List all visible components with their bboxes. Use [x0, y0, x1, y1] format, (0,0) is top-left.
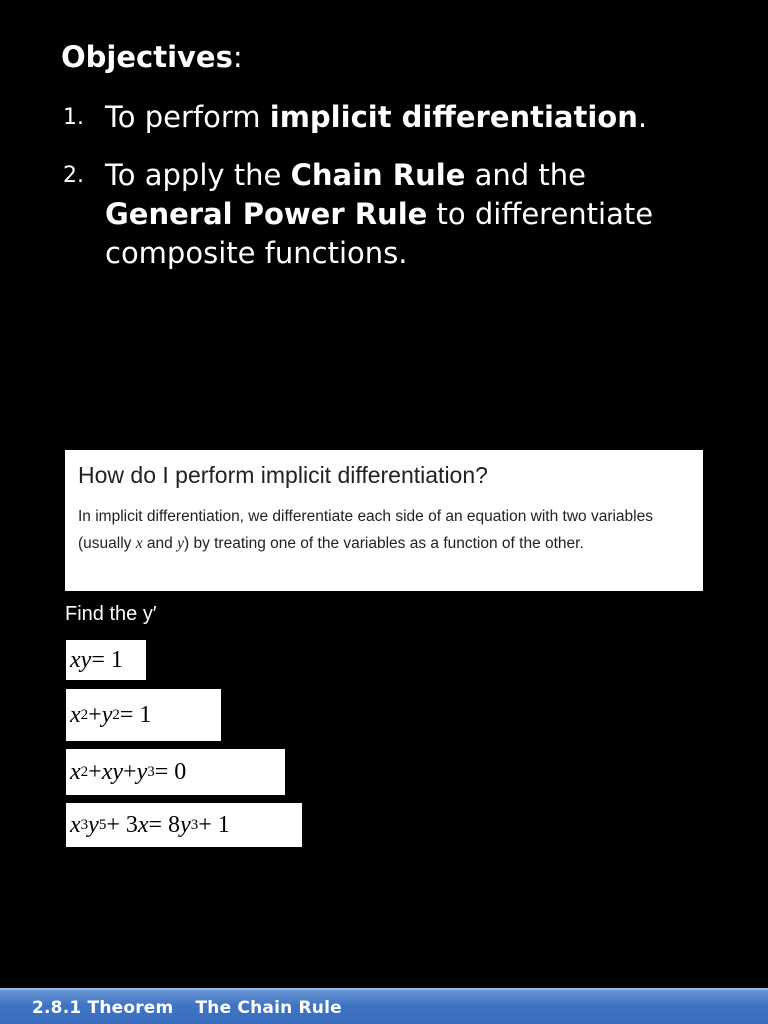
- info-box: [65, 450, 703, 591]
- objectives-title-text: Objectives: [61, 40, 233, 74]
- objectives-list: [61, 98, 701, 292]
- eq-var: xy: [101, 758, 124, 785]
- objective-emphasis: General Power Rule: [105, 197, 428, 231]
- objective-number: 1.: [63, 105, 84, 130]
- theorem-title: [32, 998, 342, 1018]
- eq-text: = 8: [148, 811, 181, 838]
- equation-1: [66, 640, 146, 680]
- eq-var: x: [70, 701, 81, 728]
- eq-text: + 3: [106, 811, 138, 838]
- objective-emphasis: Chain Rule: [290, 158, 466, 192]
- equation-3: x 2 + xy + y 3 = 0: [66, 749, 285, 795]
- info-body-text: and: [142, 535, 178, 552]
- equation-4: x 3 y 5 + 3 x = 8 y 3 + 1: [66, 803, 302, 847]
- eq-var: y: [180, 811, 191, 838]
- objective-text: and the: [465, 158, 586, 192]
- eq-text: +: [88, 701, 102, 728]
- theorem-banner: [0, 988, 768, 1024]
- theorem-number: 2.8.1 Theorem: [32, 998, 174, 1018]
- info-heading: How do I perform implicit differentiation?: [78, 462, 488, 488]
- eq-text: = 1: [119, 701, 152, 728]
- objective-text: To apply the: [105, 158, 291, 192]
- objective-item-2: [61, 156, 701, 273]
- info-var: y: [177, 535, 184, 552]
- eq-var: y: [101, 701, 113, 728]
- objective-text: To perform: [105, 100, 270, 134]
- objective-item-1: [61, 98, 701, 137]
- eq-var: xy: [70, 646, 92, 673]
- eq-text: = 0: [154, 758, 187, 785]
- objective-text: .: [637, 100, 648, 134]
- exercise-prompt: Find the y′: [65, 603, 157, 625]
- info-body-text: In implicit differentiation, we differentiate each side of an equation with two variables (usually: [78, 508, 653, 552]
- theorem-name: The Chain Rule: [195, 998, 342, 1018]
- eq-var: y: [88, 811, 99, 838]
- objective-text: to differentiate composite functions.: [105, 197, 654, 270]
- eq-text: = 1: [91, 646, 123, 673]
- equation-2: x 2 + y 2 = 1: [66, 689, 221, 741]
- info-body: [78, 503, 689, 557]
- objectives-title: [61, 40, 243, 74]
- info-var: x: [135, 535, 143, 552]
- eq-text: + 1: [198, 811, 230, 838]
- eq-var: x: [70, 758, 81, 785]
- eq-var: x: [70, 811, 81, 838]
- eq-var: x: [137, 811, 149, 838]
- objective-emphasis: implicit differentiation: [269, 100, 638, 134]
- objectives-title-colon: :: [232, 40, 243, 74]
- eq-text: +: [88, 758, 102, 785]
- info-body-text: ) by treating one of the variables as a function of the other.: [183, 535, 584, 552]
- eq-var: y: [136, 758, 148, 785]
- eq-text: +: [123, 758, 137, 785]
- objective-number: 2.: [63, 163, 84, 188]
